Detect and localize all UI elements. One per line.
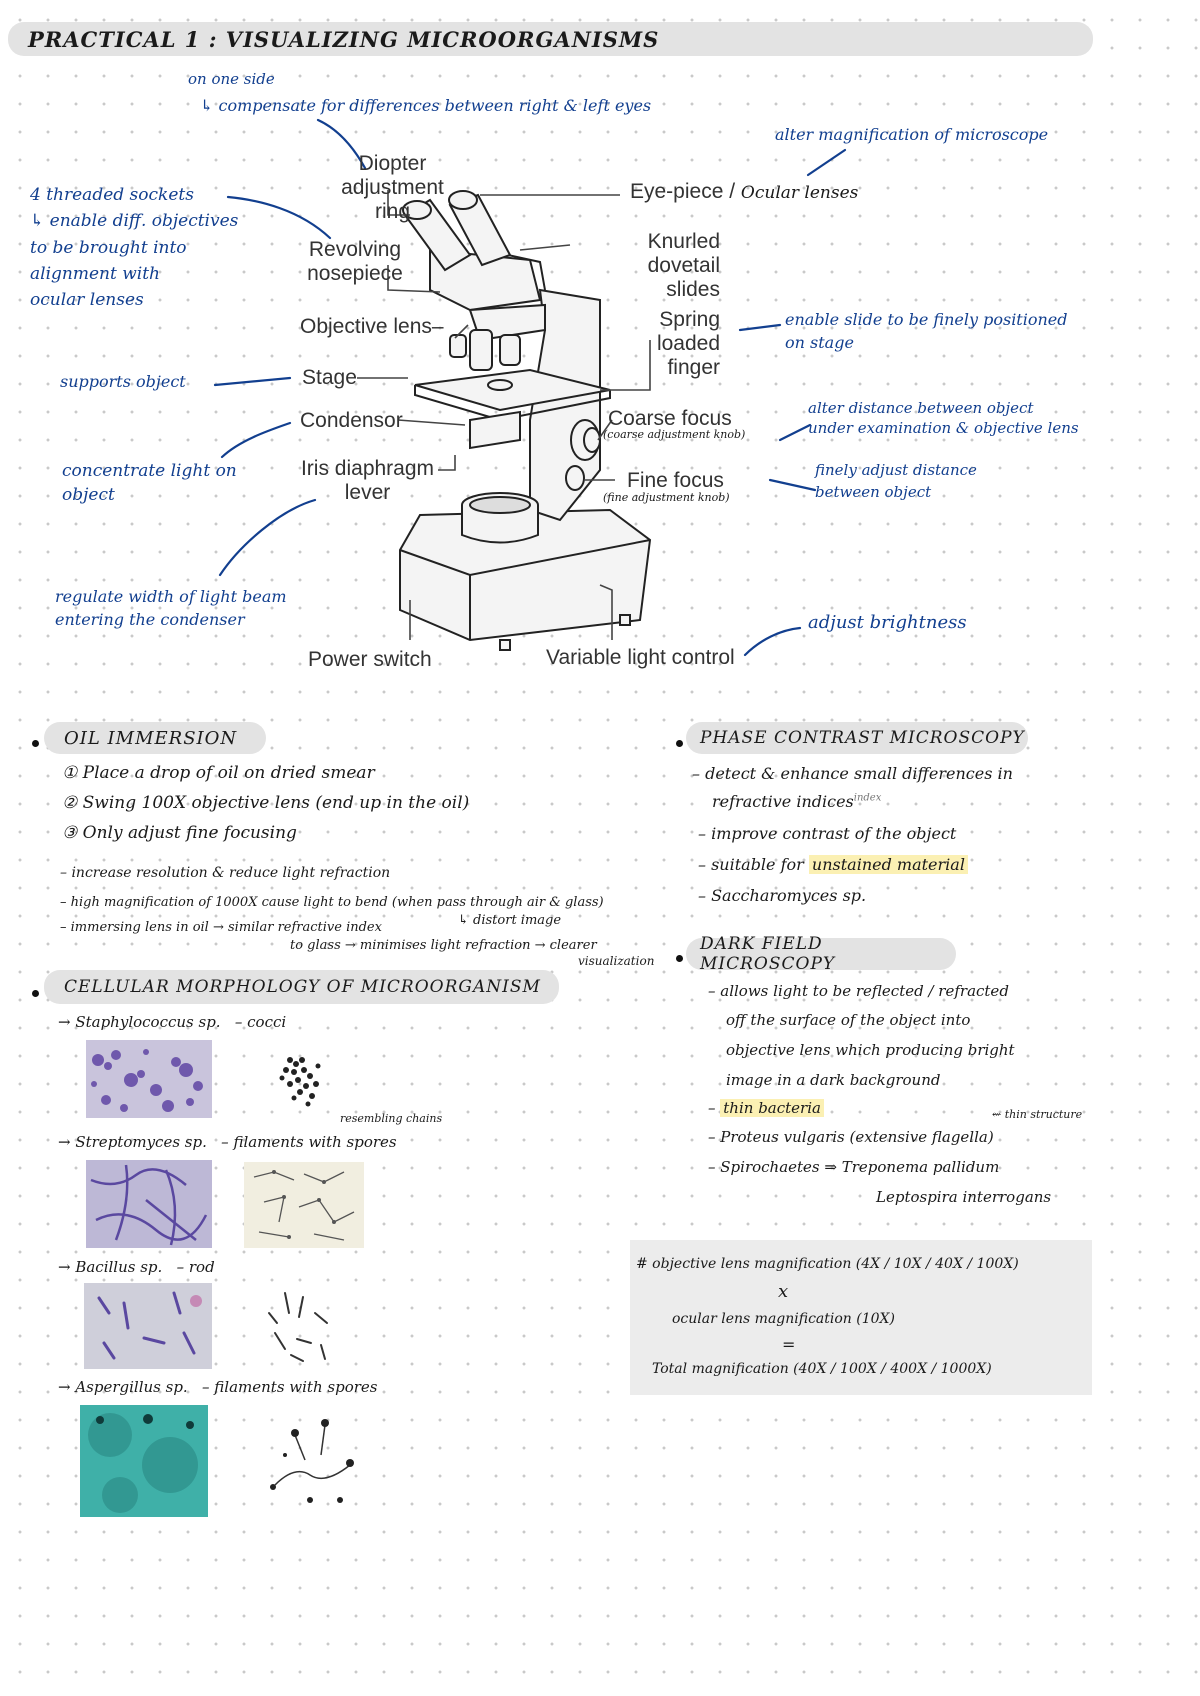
label-nosepiece: Revolving nosepiece [307, 238, 403, 286]
note-fine: finely adjust distance between object [815, 461, 977, 501]
aspergillus-micrograph [80, 1405, 208, 1517]
note-variable: adjust brightness [808, 612, 967, 633]
bacillus-micrograph [84, 1283, 212, 1369]
dark-line-1: – allows light to be reflected / refracted [708, 982, 1009, 1000]
dark-hl-text: thin bacteria [720, 1099, 824, 1117]
dark-line-6: – Spirochaetes ⇒ Treponema pallidum [708, 1158, 1000, 1176]
dark-line-3: objective lens which producing bright [726, 1041, 1015, 1059]
staph-desc: – cocci [234, 1013, 287, 1031]
phase-line-2 [712, 792, 881, 811]
page-title: PRACTICAL 1 : VISUALIZING MICROORGANISMS [28, 26, 660, 52]
cellular-heading-pill [44, 970, 559, 1004]
label-power: Power switch [308, 648, 432, 671]
strepto-name: → Streptomyces sp. [58, 1133, 207, 1151]
bacillus-desc: – rod [176, 1258, 215, 1276]
oil-step-1: ① Place a drop of oil on dried smear [62, 763, 375, 783]
dark-line-4: image in a dark background [726, 1071, 941, 1089]
cellular-item-aspergillus [58, 1378, 377, 1396]
label-variable: Variable light control [546, 646, 735, 669]
strepto-note: resembling chains [340, 1112, 443, 1125]
oil-note-glass: to glass → minimises light refraction → clearer [290, 938, 597, 953]
cellular-heading: CELLULAR MORPHOLOGY OF MICROORGANISM [64, 977, 541, 997]
aspergillus-name: → Aspergillus sp. [58, 1378, 188, 1396]
strepto-sketch [244, 1162, 364, 1248]
staph-micrograph [86, 1040, 212, 1118]
aspergillus-sketch [255, 1405, 365, 1519]
note-ocular: Ocular lenses [740, 183, 859, 203]
mag-line-3: Total magnification (40X / 100X / 400X / 1000X) [652, 1361, 992, 1377]
dark-line-5: – Proteus vulgaris (extensive flagella) [708, 1128, 994, 1146]
label-eyepiece [630, 180, 858, 204]
oil-point-3: – immersing lens in oil → similar refractive index [60, 920, 382, 935]
phase-line-1: – detect & enhance small differences in [692, 764, 1013, 783]
oil-step-2: ② Swing 100X objective lens (end up in the oil) [62, 793, 470, 813]
label-spring: Spring loaded finger [656, 308, 720, 380]
dark-hl-note: ⇜ thin structure [992, 1108, 1083, 1121]
phase-heading-pill [686, 722, 1028, 754]
strepto-desc: – filaments with spores [221, 1133, 397, 1151]
note-nosepiece: 4 threaded sockets ↳ enable diff. objectives to be brought into alignment with ocular lenses [30, 185, 239, 311]
dark-hl-pre: – [708, 1099, 716, 1117]
mag-times: x [778, 1281, 789, 1302]
label-coarse: Coarse focus [608, 407, 732, 430]
mag-line-1: # objective lens magnification (4X / 10X / 40X / 100X) [636, 1256, 1019, 1272]
label-stage: Stage [302, 366, 357, 389]
label-fine: Fine focus [627, 469, 724, 492]
mag-equals: = [782, 1335, 796, 1354]
note-diopter-2: ↳ compensate for differences between right & left eyes [200, 96, 652, 115]
note-condensor: concentrate light on object [62, 461, 237, 505]
note-spring: enable slide to be finely positioned on stage [785, 310, 1068, 353]
cellular-item-staph [58, 1013, 286, 1031]
label-objective: Objective lens– [300, 315, 444, 338]
note-magnification: alter magnification of microscope [775, 125, 1049, 144]
phase-line-2-small: index [853, 792, 882, 804]
strepto-micrograph [86, 1160, 212, 1248]
mag-line-2: ocular lens magnification (10X) [672, 1311, 895, 1327]
oil-step-3: ③ Only adjust fine focusing [62, 823, 297, 843]
oil-heading-pill [44, 722, 266, 754]
phase-line-3: – improve contrast of the object [698, 824, 957, 843]
phase-heading: PHASE CONTRAST MICROSCOPY [700, 728, 1025, 748]
bullet-oil [32, 740, 39, 747]
bullet-dark [676, 955, 683, 962]
note-fine-knob: (fine adjustment knob) [603, 491, 730, 504]
note-coarse-knob: (coarse adjustment knob) [603, 428, 746, 441]
phase-line-5: – Saccharomyces sp. [698, 886, 867, 905]
note-diopter-1: on one side [188, 70, 275, 88]
dark-heading-pill [686, 934, 956, 974]
oil-point-1: – increase resolution & reduce light refraction [60, 865, 391, 881]
staph-name: → Staphylococcus sp. [58, 1013, 221, 1031]
cellular-item-bacillus [58, 1258, 215, 1276]
dark-line-highlight [708, 1099, 824, 1117]
note-coarse: alter distance between object under examination & objective lens [808, 399, 1079, 438]
label-condensor: Condensor [300, 409, 403, 432]
staph-sketch [260, 1040, 350, 1124]
oil-point-2: – high magnification of 1000X cause light to bend (when pass through air & glass) [60, 895, 604, 910]
bacillus-sketch [255, 1283, 345, 1373]
bullet-phase [676, 740, 683, 747]
oil-note-distort: ↳ distort image [458, 913, 562, 928]
phase-line-4-pre: – suitable for [698, 855, 804, 874]
phase-line-2-text: refractive indices [712, 792, 854, 811]
dark-line-2: off the surface of the object into [726, 1011, 971, 1029]
aspergillus-desc: – filaments with spores [202, 1378, 378, 1396]
label-knurled: Knurled dovetail slides [647, 230, 720, 302]
dark-line-7: Leptospira interrogans [876, 1188, 1052, 1206]
bacillus-name: → Bacillus sp. [58, 1258, 163, 1276]
bullet-cellular [32, 990, 39, 997]
note-iris: regulate width of light beam entering the condenser [55, 587, 287, 630]
phase-line-4 [698, 855, 968, 874]
dark-heading: DARK FIELD MICROSCOPY [700, 934, 836, 974]
phase-line-4-highlight: unstained material [809, 855, 968, 874]
oil-note-visual: visualization [578, 954, 655, 968]
cellular-item-strepto [58, 1133, 397, 1151]
label-diopter: Diopter adjustment ring [341, 152, 444, 224]
label-iris: Iris diaphragm lever [300, 457, 435, 505]
label-eyepiece-text: Eye-piece / [630, 180, 736, 203]
oil-heading: OIL IMMERSION [64, 727, 238, 749]
note-stage: supports object [60, 372, 186, 391]
